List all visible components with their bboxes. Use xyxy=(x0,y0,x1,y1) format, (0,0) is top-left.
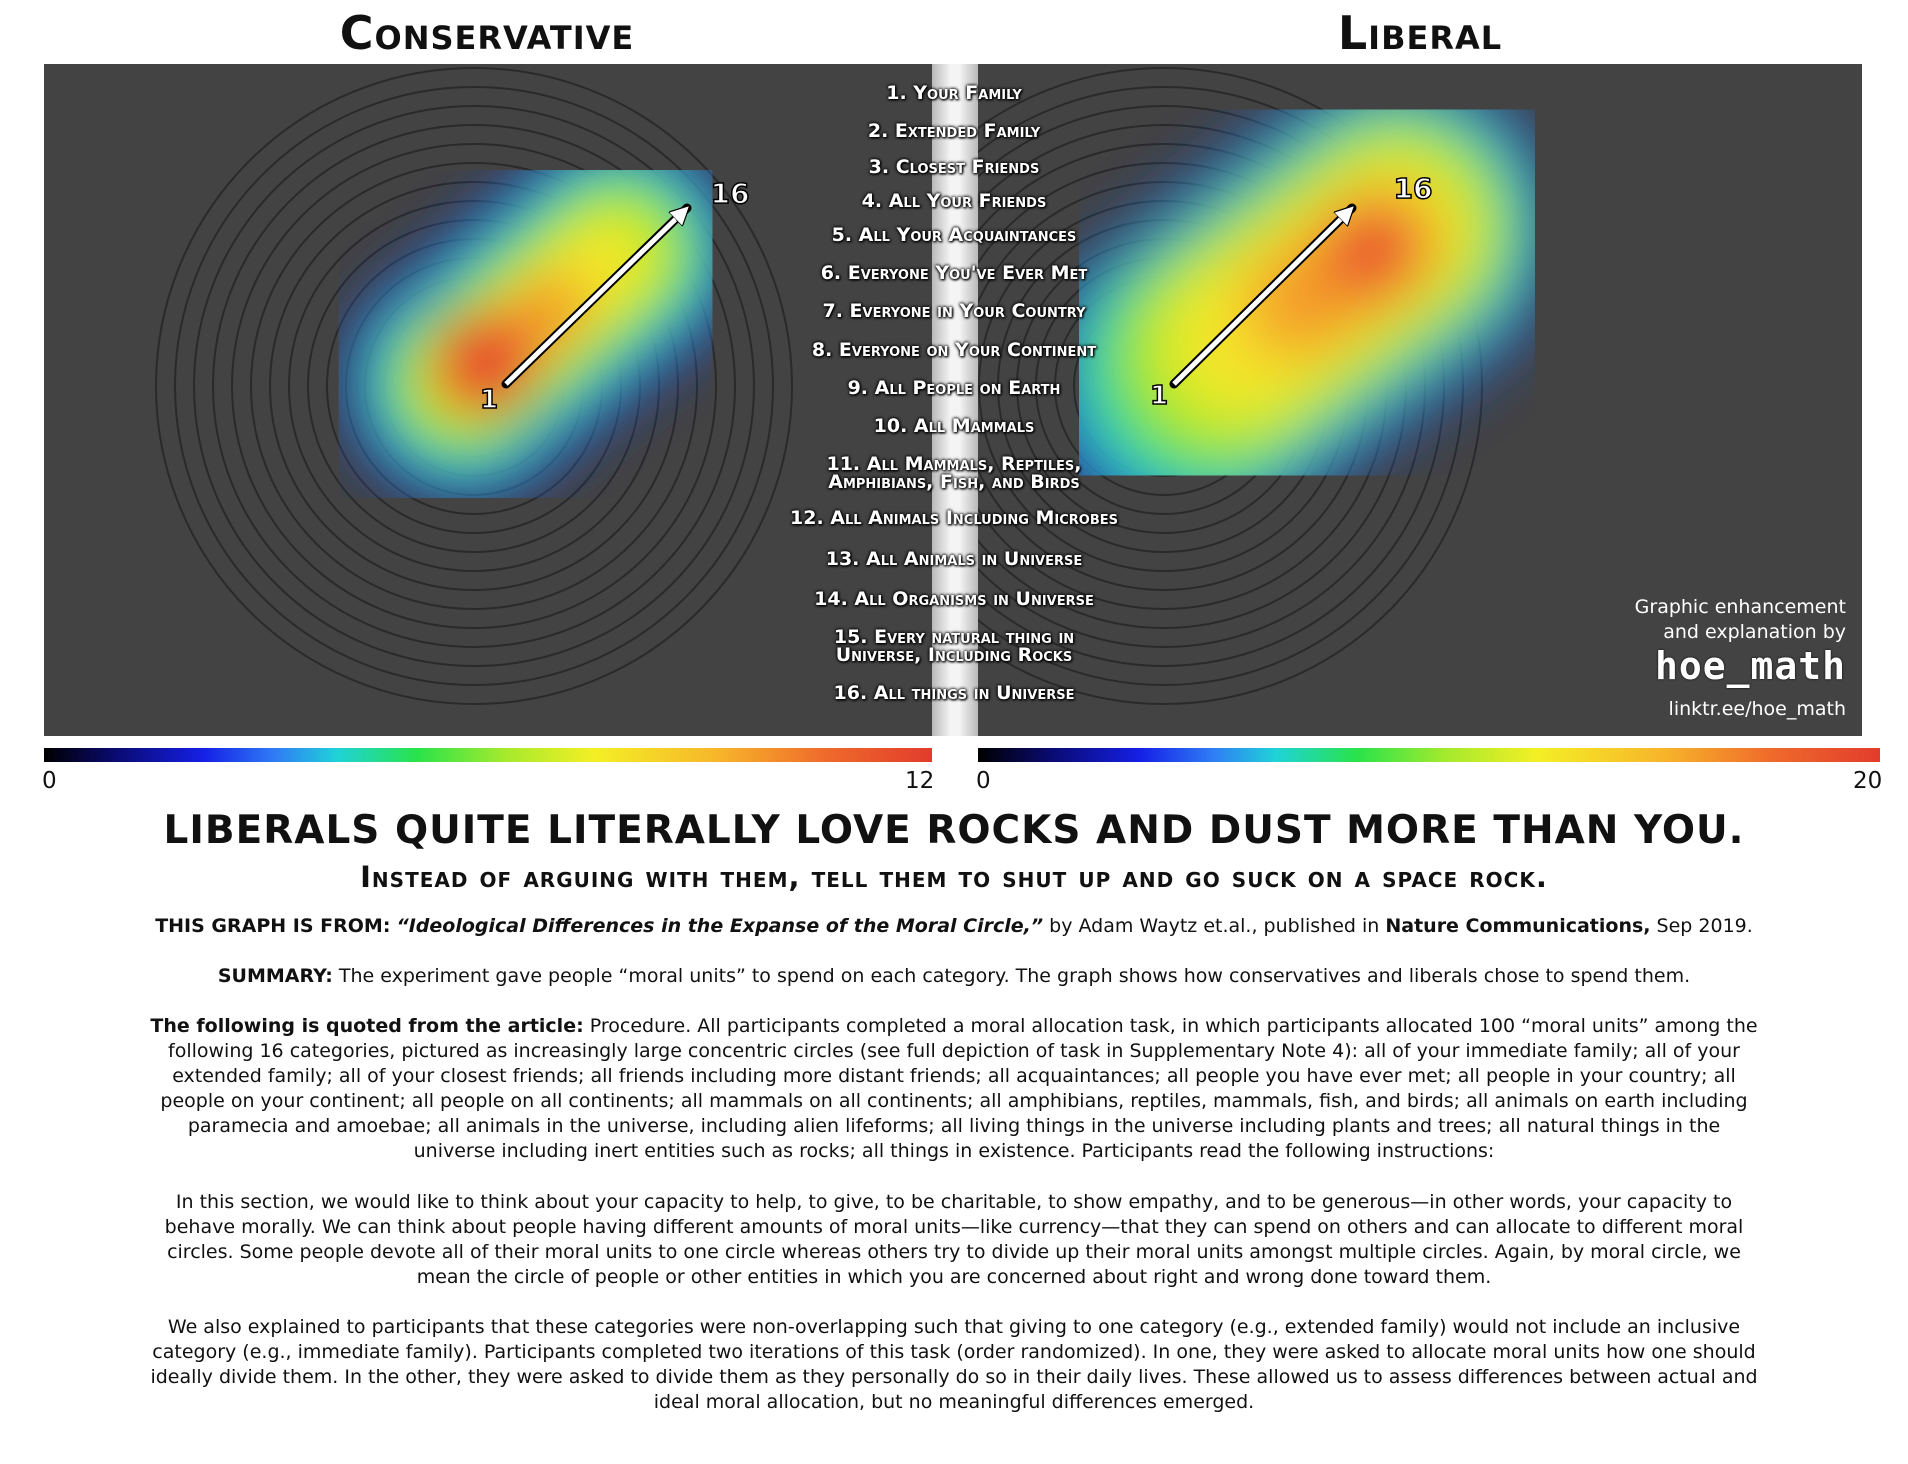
source-title: “Ideological Differences in the Expanse of the Moral Circle,” xyxy=(396,915,1044,937)
closing-paragraph: We also explained to participants that these categories were non-overlapping such that giving to one category (e.g., extended family) would not include an inclusive category (e.g., immediate family). Participants completed two iterations of this task (order randomized). In one, they were asked to allocate moral units how one should ideally divide them. In the other, they were asked to divide them as they personally do so in their daily lives. These allowed us to assess differences between actual and ideal moral allocation, but no meaningful differences emerged. xyxy=(150,1316,1758,1413)
category-list xyxy=(746,64,1162,736)
liberal-colorbar xyxy=(978,748,1880,762)
category-item: 11. All Mammals, Reptiles, xyxy=(826,453,1082,475)
source-middle: by Adam Waytz et.al., published in xyxy=(1043,915,1386,937)
quote-text: Procedure. All participants completed a moral allocation task, in which participants allocated 100 “moral units” among the following 16 categories, pictured as increasingly large concentric circles (see full depiction of task in Supplementary Note 4): all of your immediate family; all of your extended family; all of your closest friends; all friends including more distant friends; all acquaintances; all people you have ever met; all people in your country; all people on your continent; all people on all continents; all mammals on all continents; all amphibians, reptiles, mammals, fish, and birds; all animals on earth including paramecia and amoebae; all animals in the universe, including alien lifeforms; all living things in the universe including plants and trees; all natural things in the universe including inert entities such as rocks; all things in existence. Participants read the following instructions: xyxy=(160,1015,1758,1162)
category-item: 16. All things in Universe xyxy=(833,682,1075,704)
quote-label: The following is quoted from the article: xyxy=(150,1015,584,1037)
category-item: 8. Everyone on Your Continent xyxy=(811,339,1097,361)
liberal-end-label: 16 xyxy=(1393,172,1433,205)
category-item: 1. Your Family xyxy=(886,82,1022,104)
conservative-colorbar-min: 0 xyxy=(42,768,57,794)
category-item: 4. All Your Friends xyxy=(861,190,1047,212)
liberal-start-label: 1 xyxy=(1149,381,1169,411)
credit-line-1: Graphic enhancement xyxy=(1634,596,1846,618)
conservative-colorbar xyxy=(44,748,932,762)
category-item: Amphibians, Fish, and Birds xyxy=(828,471,1080,493)
subheadline: Instead of arguing with them, tell them to shut up and go suck on a space rock. xyxy=(360,860,1548,894)
category-item: 5. All Your Acquaintances xyxy=(831,224,1077,246)
conservative-heat-blobs xyxy=(432,252,619,416)
category-item: Universe, Including Rocks xyxy=(835,644,1073,666)
category-item: 15. Every natural thing in xyxy=(833,626,1075,648)
conservative-end-label: 16 xyxy=(710,177,750,210)
credit-line-2: and explanation by xyxy=(1663,621,1846,643)
credit-link: linktr.ee/hoe_math xyxy=(1668,698,1846,720)
conservative-start-label: 1 xyxy=(479,385,499,415)
category-item: 14. All Organisms in Universe xyxy=(814,588,1094,610)
category-item: 9. All People on Earth xyxy=(847,377,1061,399)
category-item: 2. Extended Family xyxy=(867,120,1041,142)
conservative-title: Conservative xyxy=(339,6,635,60)
category-item: 6. Everyone You've Ever Met xyxy=(820,262,1088,284)
liberal-colorbar-min: 0 xyxy=(976,768,991,794)
category-item: 10. All Mammals xyxy=(873,415,1035,437)
category-item: 3. Closest Friends xyxy=(868,156,1040,178)
source-citation xyxy=(150,914,1758,939)
conservative-colorbar-max: 12 xyxy=(905,768,935,794)
liberal-heat-blobs xyxy=(1193,201,1421,384)
liberal-colorbar-max: 20 xyxy=(1853,768,1883,794)
category-item: 13. All Animals in Universe xyxy=(825,548,1083,570)
summary xyxy=(150,964,1758,989)
category-item: 7. Everyone in Your Country xyxy=(822,300,1086,322)
credit-handle: hoe_math xyxy=(1654,644,1846,688)
summary-label: SUMMARY: xyxy=(217,965,333,987)
category-item: 12. All Animals Including Microbes xyxy=(790,507,1118,529)
headline: LIBERALS QUITE LITERALLY LOVE ROCKS AND DUST MORE THAN YOU. xyxy=(163,808,1745,853)
summary-text: The experiment gave people “moral units” to spend on each category. The graph shows how conservatives and liberals chose to spend them. xyxy=(332,965,1691,987)
source-label: THIS GRAPH IS FROM: xyxy=(155,915,391,937)
instructions-paragraph: In this section, we would like to think about your capacity to help, to give, to be charitable, to show empathy, and to be generous—in other words, your capacity to behave morally. We can think about people having different amounts of moral units—like currency—that they can spend on others and can allocate to different moral circles. Some people devote all of their moral units to one circle whereas others try to divide up their moral units amongst multiple circles. Again, by moral circle, we mean the circle of people or other entities in which you are concerned about right and wrong done toward them. xyxy=(164,1191,1744,1288)
liberal-title: Liberal xyxy=(1337,6,1503,60)
source-journal: Nature Communications, xyxy=(1385,915,1651,937)
source-date: Sep 2019. xyxy=(1650,915,1753,937)
quote-paragraph xyxy=(150,1014,1758,1164)
